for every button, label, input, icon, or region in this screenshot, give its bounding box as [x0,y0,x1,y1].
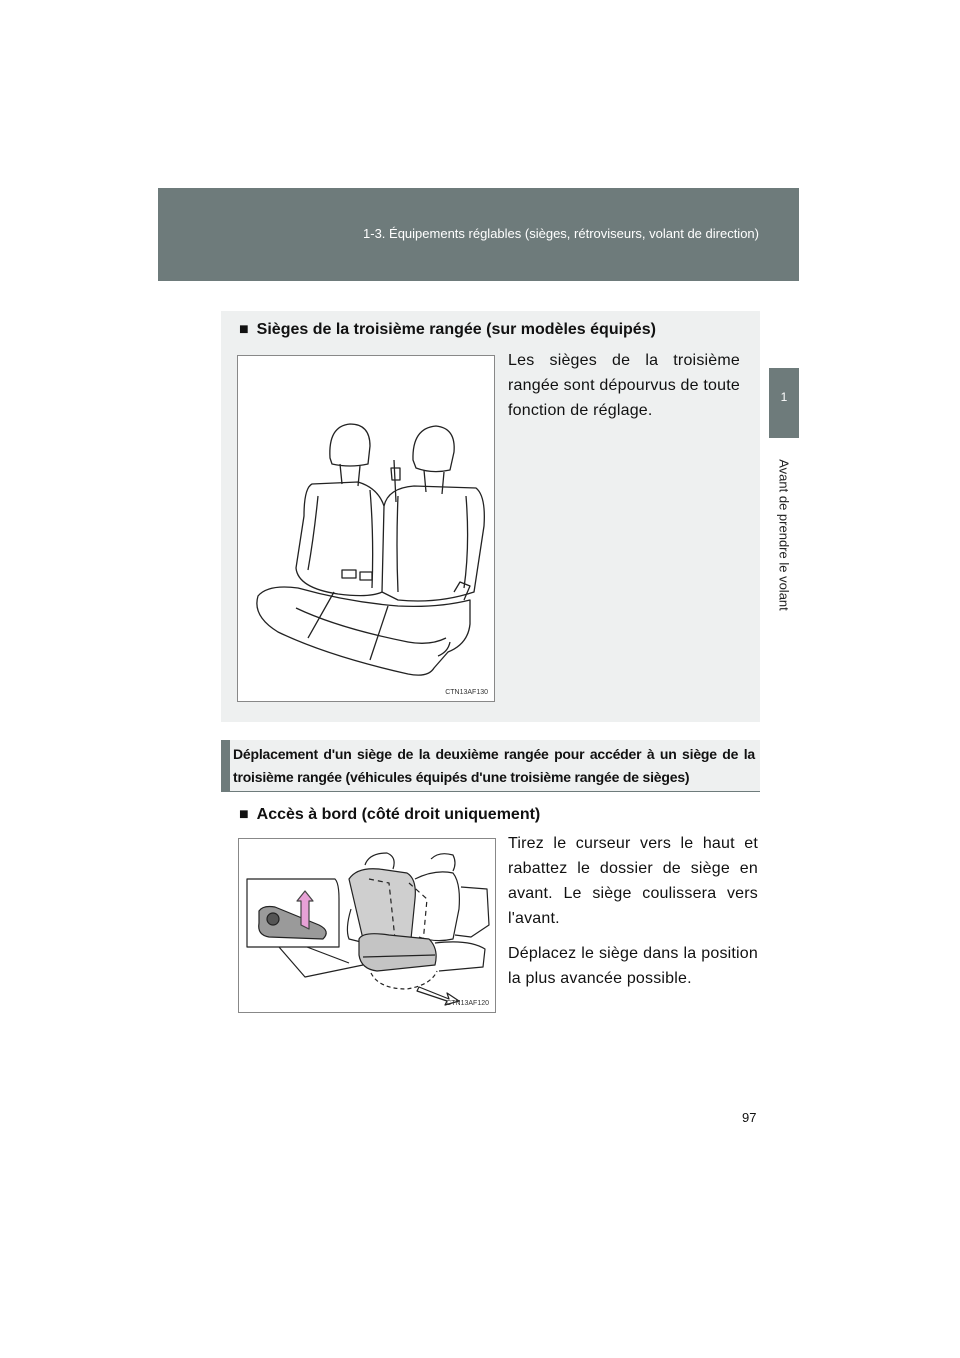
sub-heading [239,806,540,824]
instructions [508,831,758,1001]
section-title: Déplacement d'un siège de la deuxième rangée pour accéder à un siège de la troisième rangée (véhicules équipés d'une troisième rangée de sièges) [233,746,755,785]
panel-heading [239,321,656,339]
square-bullet-icon: ■ [239,806,249,823]
instruction-paragraph-2: Déplacez le siège dans la position la plus avancée possible. [508,945,758,987]
header-title: 1-3. Équipements réglables (sièges, rétroviseurs, volant de direction) [363,226,759,241]
chapter-label: Avant de prendre le volant [776,459,792,611]
page-number: 97 [742,1110,757,1125]
instruction-paragraph-1: Tirez le curseur vers le haut et rabattez le dossier de siège en avant. Le siège coulissera vers l'avant. [508,835,758,927]
sub-heading-text: Accès à bord (côté droit uniquement) [256,806,541,823]
figure-code: CTN13AF130 [445,689,488,696]
third-row-seat-illustration [237,355,495,702]
header-bar [158,188,799,281]
third-row-seats-panel [221,311,760,722]
section-title-bar [221,740,760,792]
square-bullet-icon: ■ [239,321,249,338]
seat-lever-drawing [239,839,495,1012]
chapter-number: 1 [780,390,788,404]
panel-description: Les sièges de la troisième rangée sont dépourvus de toute fonction de réglage. [508,352,740,419]
chapter-tab [769,368,799,438]
figure-code: CTN13AF120 [446,1000,489,1007]
second-row-seat-illustration [238,838,496,1013]
rear-bench-seat-drawing [238,356,494,701]
panel-heading-text: Sièges de la troisième rangée (sur modèles équipés) [256,321,656,338]
